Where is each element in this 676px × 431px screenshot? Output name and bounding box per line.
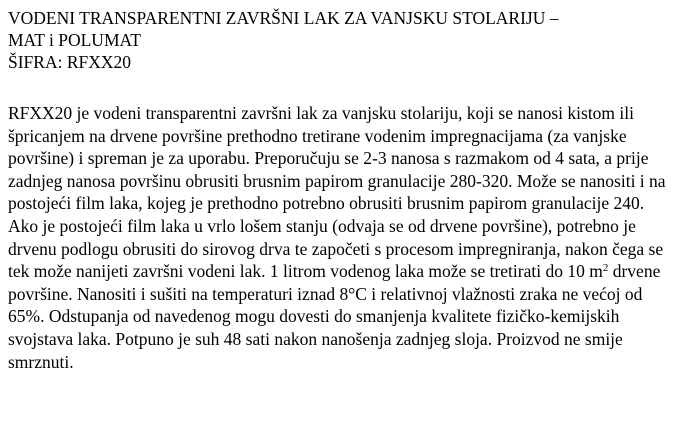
description-text-part-1: RFXX20 je vodeni transparentni završni lak za vanjsku stolariju, koji se nanosi kistom ili špricanjem na drvene površine prethodno tretirane vodenim impregnacijama (za vanjske površine) i spreman je za uporabu. Preporučuju se 2-3 nanosa s razmakom od 4 sata, a prije zadnjeg nanosa površinu obrusiti brusnim papirom granulacije 280-320. Može se nanositi i na postojeći film laka, kojeg je prethodno potrebno obrusiti brusnim papirom granulacije 240. Ako je postojeći film laka u vrlo lošem stanju (odvaja se od drvene površine), potrebno je drvenu podlogu obrusiti do sirovog drva te započeti s procesom impregniranja, nakon čega se tek može nanijeti završni vodeni lak. 1 litrom vodenog laka može se tretirati do 10 m — [8, 103, 666, 282]
product-description — [8, 102, 672, 373]
square-meter-superscript: 2 — [602, 262, 609, 275]
product-title — [8, 7, 672, 73]
product-code: ŠIFRA: RFXX20 — [8, 52, 132, 72]
description-text-part-2: drvene površine. Nanositi i sušiti na temperaturi iznad 8°C i relativnoj vlažnosti zraka ne većoj od 65%. Odstupanja od navedenog mogu dovesti do smanjenja kvalitete fizičko-kemijskih svojstava laka. Potpuno je suh 48 sati nakon nanošenja zadnjeg sloja. Proizvod ne smije smrznuti. — [8, 261, 661, 372]
product-title-line-2: MAT i POLUMAT — [8, 30, 141, 50]
product-title-line-1: VODENI TRANSPARENTNI ZAVRŠNI LAK ZA VANJSKU STOLARIJU – — [8, 8, 559, 28]
product-sheet — [8, 7, 672, 373]
